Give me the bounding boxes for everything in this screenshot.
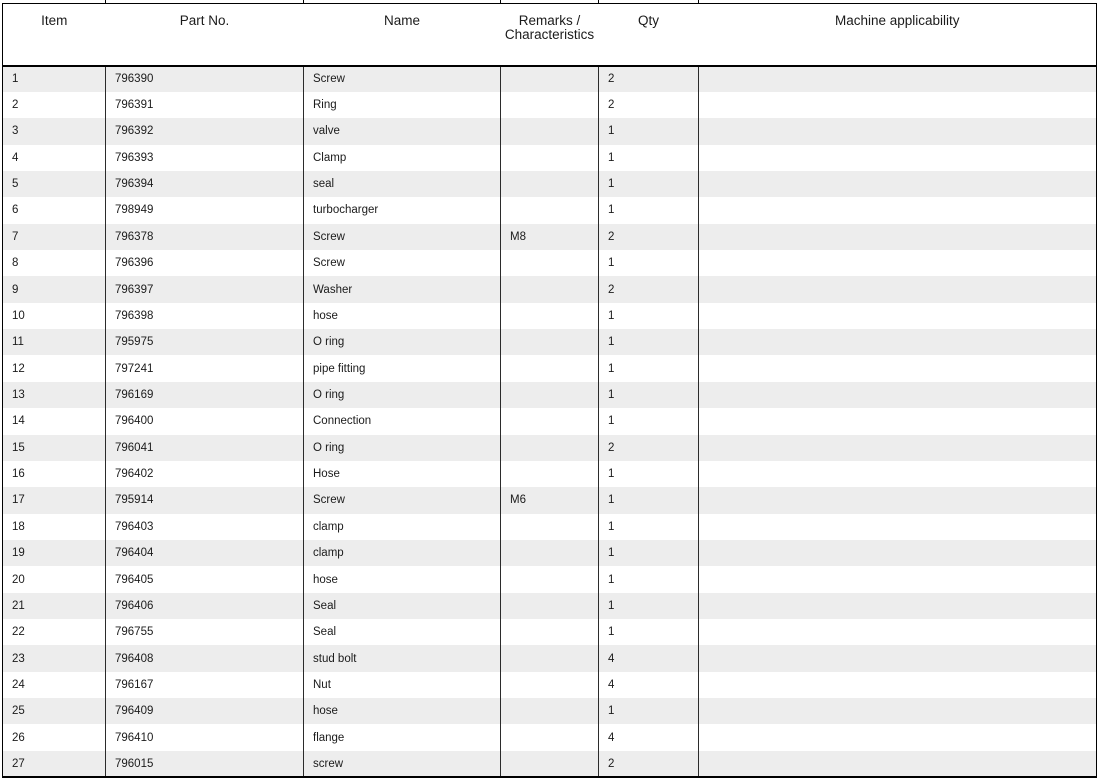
cell-remarks xyxy=(501,751,599,777)
cell-remarks xyxy=(501,645,599,671)
table-row xyxy=(3,197,1097,223)
cell-item: 26 xyxy=(3,724,106,750)
cell-machine-applicability xyxy=(699,171,1097,197)
table-row xyxy=(3,724,1097,750)
cell-qty: 1 xyxy=(599,514,699,540)
cell-remarks: M6 xyxy=(501,487,599,513)
cell-remarks xyxy=(501,118,599,144)
cell-qty: 1 xyxy=(599,145,699,171)
cell-qty: 2 xyxy=(599,276,699,302)
cell-qty: 1 xyxy=(599,197,699,223)
cell-qty: 1 xyxy=(599,619,699,645)
cell-name: Screw xyxy=(304,250,501,276)
cell-qty: 2 xyxy=(599,751,699,777)
cell-qty: 1 xyxy=(599,250,699,276)
column-header-qty: Qty xyxy=(599,4,699,66)
cell-name: Clamp xyxy=(304,145,501,171)
cell-name: clamp xyxy=(304,514,501,540)
cell-qty: 1 xyxy=(599,566,699,592)
cell-item: 19 xyxy=(3,540,106,566)
cell-machine-applicability xyxy=(699,224,1097,250)
cell-name: Ring xyxy=(304,92,501,118)
table-row xyxy=(3,514,1097,540)
table-body xyxy=(3,66,1097,778)
cell-item: 1 xyxy=(3,66,106,92)
cell-qty: 2 xyxy=(599,435,699,461)
cell-remarks xyxy=(501,593,599,619)
cell-name: O ring xyxy=(304,435,501,461)
cell-part-no: 796169 xyxy=(106,382,304,408)
cell-remarks xyxy=(501,540,599,566)
table-row xyxy=(3,224,1097,250)
cell-part-no: 796041 xyxy=(106,435,304,461)
cell-qty: 4 xyxy=(599,672,699,698)
cell-name: Washer xyxy=(304,276,501,302)
cell-machine-applicability xyxy=(699,197,1097,223)
cell-remarks xyxy=(501,435,599,461)
cell-item: 21 xyxy=(3,593,106,619)
cell-qty: 1 xyxy=(599,171,699,197)
column-header-machine-applicability: Machine applicability xyxy=(699,4,1097,66)
column-header-item: Item xyxy=(3,4,106,66)
cell-part-no: 796405 xyxy=(106,566,304,592)
cell-part-no: 796398 xyxy=(106,303,304,329)
cell-machine-applicability xyxy=(699,672,1097,698)
cell-part-no: 796167 xyxy=(106,672,304,698)
cell-part-no: 796406 xyxy=(106,593,304,619)
cell-machine-applicability xyxy=(699,619,1097,645)
cell-remarks xyxy=(501,197,599,223)
cell-item: 27 xyxy=(3,751,106,777)
cell-qty: 1 xyxy=(599,593,699,619)
cell-name: Screw xyxy=(304,487,501,513)
table-row xyxy=(3,751,1097,777)
cell-qty: 1 xyxy=(599,698,699,724)
cell-machine-applicability xyxy=(699,514,1097,540)
cell-part-no: 796409 xyxy=(106,698,304,724)
cell-item: 4 xyxy=(3,145,106,171)
cell-machine-applicability xyxy=(699,118,1097,144)
cell-machine-applicability xyxy=(699,751,1097,777)
cell-part-no: 796408 xyxy=(106,645,304,671)
cell-qty: 1 xyxy=(599,540,699,566)
cell-name: Hose xyxy=(304,461,501,487)
cell-machine-applicability xyxy=(699,408,1097,434)
table-row xyxy=(3,329,1097,355)
cell-part-no: 796396 xyxy=(106,250,304,276)
cell-item: 18 xyxy=(3,514,106,540)
cell-part-no: 797241 xyxy=(106,355,304,381)
table-row xyxy=(3,171,1097,197)
cell-qty: 1 xyxy=(599,355,699,381)
cell-part-no: 795914 xyxy=(106,487,304,513)
cell-remarks: M8 xyxy=(501,224,599,250)
cell-name: valve xyxy=(304,118,501,144)
cell-qty: 2 xyxy=(599,66,699,92)
cell-qty: 1 xyxy=(599,461,699,487)
cell-item: 8 xyxy=(3,250,106,276)
cell-part-no: 796015 xyxy=(106,751,304,777)
cell-part-no: 796755 xyxy=(106,619,304,645)
cell-machine-applicability xyxy=(699,698,1097,724)
cell-name: clamp xyxy=(304,540,501,566)
cell-name: screw xyxy=(304,751,501,777)
cell-item: 6 xyxy=(3,197,106,223)
cell-part-no: 796397 xyxy=(106,276,304,302)
column-header-remarks-characteristics: Remarks / Characteristics xyxy=(501,4,599,66)
column-header-name: Name xyxy=(304,4,501,66)
cell-machine-applicability xyxy=(699,303,1097,329)
cell-item: 17 xyxy=(3,487,106,513)
cell-qty: 4 xyxy=(599,724,699,750)
cell-name: stud bolt xyxy=(304,645,501,671)
cell-item: 3 xyxy=(3,118,106,144)
cell-qty: 1 xyxy=(599,382,699,408)
cell-machine-applicability xyxy=(699,355,1097,381)
cell-part-no: 798949 xyxy=(106,197,304,223)
cell-machine-applicability xyxy=(699,276,1097,302)
cell-part-no: 796393 xyxy=(106,145,304,171)
table-row xyxy=(3,118,1097,144)
table-row xyxy=(3,145,1097,171)
cell-part-no: 796410 xyxy=(106,724,304,750)
cell-remarks xyxy=(501,276,599,302)
cell-remarks xyxy=(501,461,599,487)
cell-machine-applicability xyxy=(699,593,1097,619)
cell-name: O ring xyxy=(304,382,501,408)
table-row xyxy=(3,645,1097,671)
cell-item: 2 xyxy=(3,92,106,118)
table-row xyxy=(3,566,1097,592)
cell-remarks xyxy=(501,303,599,329)
cell-item: 14 xyxy=(3,408,106,434)
cell-remarks xyxy=(501,724,599,750)
cell-qty: 1 xyxy=(599,329,699,355)
cell-item: 11 xyxy=(3,329,106,355)
cell-name: hose xyxy=(304,698,501,724)
cell-qty: 1 xyxy=(599,303,699,329)
cell-item: 15 xyxy=(3,435,106,461)
cell-machine-applicability xyxy=(699,382,1097,408)
cell-machine-applicability xyxy=(699,435,1097,461)
cell-name: Screw xyxy=(304,66,501,92)
table-row xyxy=(3,593,1097,619)
cell-machine-applicability xyxy=(699,645,1097,671)
cell-item: 16 xyxy=(3,461,106,487)
cell-qty: 4 xyxy=(599,645,699,671)
cell-name: Seal xyxy=(304,593,501,619)
cell-name: O ring xyxy=(304,329,501,355)
cell-remarks xyxy=(501,171,599,197)
cell-remarks xyxy=(501,382,599,408)
table-row xyxy=(3,698,1097,724)
cell-remarks xyxy=(501,92,599,118)
cell-name: Nut xyxy=(304,672,501,698)
cell-remarks xyxy=(501,145,599,171)
table-row xyxy=(3,540,1097,566)
table-row xyxy=(3,276,1097,302)
cell-part-no: 796402 xyxy=(106,461,304,487)
cell-item: 13 xyxy=(3,382,106,408)
cell-remarks xyxy=(501,566,599,592)
table-row xyxy=(3,619,1097,645)
table-row xyxy=(3,303,1097,329)
cell-remarks xyxy=(501,514,599,540)
cell-item: 12 xyxy=(3,355,106,381)
cell-machine-applicability xyxy=(699,724,1097,750)
table-row xyxy=(3,92,1097,118)
cell-qty: 2 xyxy=(599,92,699,118)
cell-part-no: 795975 xyxy=(106,329,304,355)
cell-name: pipe fitting xyxy=(304,355,501,381)
cell-item: 10 xyxy=(3,303,106,329)
cell-name: flange xyxy=(304,724,501,750)
cell-part-no: 796403 xyxy=(106,514,304,540)
table-row xyxy=(3,461,1097,487)
cell-name: Connection xyxy=(304,408,501,434)
cell-machine-applicability xyxy=(699,540,1097,566)
table-row xyxy=(3,435,1097,461)
cell-part-no: 796400 xyxy=(106,408,304,434)
cell-remarks xyxy=(501,698,599,724)
table-header xyxy=(3,4,1097,66)
table-row xyxy=(3,355,1097,381)
cell-qty: 2 xyxy=(599,224,699,250)
cell-name: turbocharger xyxy=(304,197,501,223)
cell-machine-applicability xyxy=(699,92,1097,118)
table-row xyxy=(3,250,1097,276)
cell-part-no: 796390 xyxy=(106,66,304,92)
cell-remarks xyxy=(501,355,599,381)
parts-table xyxy=(2,3,1097,778)
cell-remarks xyxy=(501,672,599,698)
cell-item: 9 xyxy=(3,276,106,302)
cell-machine-applicability xyxy=(699,487,1097,513)
cell-name: Screw xyxy=(304,224,501,250)
cell-remarks xyxy=(501,66,599,92)
table-row xyxy=(3,66,1097,92)
cell-remarks xyxy=(501,408,599,434)
cell-item: 25 xyxy=(3,698,106,724)
table-row xyxy=(3,382,1097,408)
cell-name: seal xyxy=(304,171,501,197)
cell-part-no: 796378 xyxy=(106,224,304,250)
cell-item: 22 xyxy=(3,619,106,645)
column-header-part-no: Part No. xyxy=(106,4,304,66)
cell-part-no: 796404 xyxy=(106,540,304,566)
cell-part-no: 796392 xyxy=(106,118,304,144)
cell-remarks xyxy=(501,329,599,355)
cell-item: 24 xyxy=(3,672,106,698)
table-row xyxy=(3,672,1097,698)
cell-qty: 1 xyxy=(599,118,699,144)
header-row xyxy=(3,4,1097,66)
cell-remarks xyxy=(501,250,599,276)
table-row xyxy=(3,487,1097,513)
cell-machine-applicability xyxy=(699,566,1097,592)
cell-qty: 1 xyxy=(599,408,699,434)
cell-qty: 1 xyxy=(599,487,699,513)
cell-machine-applicability xyxy=(699,145,1097,171)
cell-name: Seal xyxy=(304,619,501,645)
cell-name: hose xyxy=(304,303,501,329)
cell-machine-applicability xyxy=(699,329,1097,355)
cell-machine-applicability xyxy=(699,461,1097,487)
cell-name: hose xyxy=(304,566,501,592)
cell-part-no: 796394 xyxy=(106,171,304,197)
cell-item: 7 xyxy=(3,224,106,250)
cell-machine-applicability xyxy=(699,66,1097,92)
cell-machine-applicability xyxy=(699,250,1097,276)
table-row xyxy=(3,408,1097,434)
cell-item: 5 xyxy=(3,171,106,197)
cell-remarks xyxy=(501,619,599,645)
cell-part-no: 796391 xyxy=(106,92,304,118)
cell-item: 20 xyxy=(3,566,106,592)
cell-item: 23 xyxy=(3,645,106,671)
